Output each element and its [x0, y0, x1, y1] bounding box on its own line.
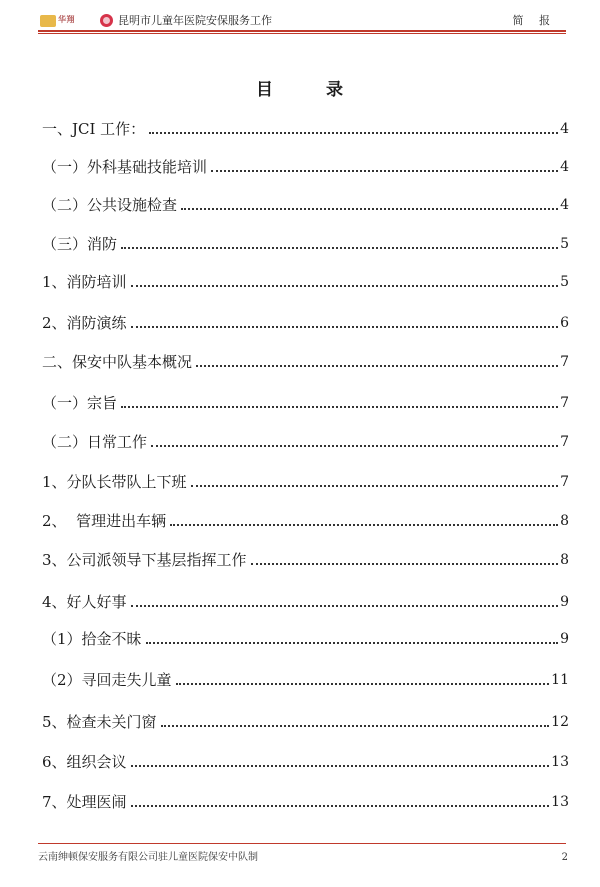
toc-entry-label: （一）外科基础技能培训: [42, 158, 208, 176]
page-header: [38, 14, 566, 30]
toc-leader-dots: [121, 247, 558, 249]
toc-entry-page: 6: [560, 315, 569, 331]
toc-title-left: 目: [256, 80, 274, 100]
toc-leader-dots: [170, 524, 558, 526]
toc-entry-page: 13: [551, 794, 569, 810]
footer-org: 云南绅顿保安服务有限公司驻儿童医院保安中队制: [38, 852, 258, 863]
toc-entry[interactable]: [42, 193, 569, 215]
toc-entry[interactable]: [42, 270, 569, 292]
toc-entry[interactable]: [42, 790, 569, 812]
toc-entry[interactable]: [42, 548, 569, 570]
toc-leader-dots: [161, 725, 550, 727]
toc-entry-page: 4: [560, 159, 569, 175]
toc-entry[interactable]: [42, 232, 569, 254]
toc-leader-dots: [191, 485, 559, 487]
toc-entry[interactable]: [42, 350, 569, 372]
toc-entry-page: 8: [560, 552, 569, 568]
toc-entry-page: 5: [560, 236, 569, 252]
toc-entry-label: 2、 管理进出车辆: [42, 512, 167, 530]
toc-entry-page: 4: [560, 121, 569, 137]
logo-mark-icon: [40, 15, 56, 27]
toc-entry-label: 6、组织会议: [42, 753, 127, 771]
toc-entry-page: 7: [560, 474, 569, 490]
toc-entry-label: 2、消防演练: [42, 314, 127, 332]
toc-entry[interactable]: [42, 750, 569, 772]
toc-entry-label: （2）寻回走失儿童: [42, 671, 172, 689]
toc-entry[interactable]: [42, 470, 569, 492]
toc-entry-label: （二）日常工作: [42, 433, 148, 451]
toc-entry-page: 4: [560, 197, 569, 213]
toc-leader-dots: [131, 765, 550, 767]
toc-leader-dots: [131, 326, 559, 328]
toc-entry-page: 5: [560, 274, 569, 290]
toc-leader-dots: [211, 170, 558, 172]
footer-rule: [38, 843, 566, 844]
toc-entry-label: 7、处理医闹: [42, 793, 127, 811]
toc-entry[interactable]: [42, 311, 569, 333]
toc-entry[interactable]: [42, 627, 569, 649]
toc-entry[interactable]: [42, 710, 569, 732]
header-title: 昆明市儿童年医院安保服务工作: [118, 14, 272, 27]
toc-entry-page: 8: [560, 513, 569, 529]
toc-leader-dots: [251, 563, 559, 565]
toc-entry-label: 3、公司派领导下基层指挥工作: [42, 551, 247, 569]
toc-title: [0, 79, 600, 101]
header-label: 简 报: [512, 14, 556, 27]
footer-page-number: 2: [561, 852, 568, 863]
toc-entry-page: 7: [560, 395, 569, 411]
toc-entry[interactable]: [42, 155, 569, 177]
logo-text: 华翔: [58, 15, 75, 24]
toc-entry[interactable]: [42, 668, 569, 690]
toc-entry-label: （1）拾金不昧: [42, 630, 142, 648]
toc-entry-label: （三）消防: [42, 235, 118, 253]
toc-entry-page: 11: [551, 672, 569, 688]
toc-entry[interactable]: [42, 391, 569, 413]
toc-leader-dots: [131, 605, 559, 607]
toc-leader-dots: [176, 683, 550, 685]
toc-entry-page: 7: [560, 354, 569, 370]
toc-entry-page: 9: [560, 594, 569, 610]
toc-entry[interactable]: [42, 430, 569, 452]
header-rule: [38, 30, 566, 32]
toc-entry-label: （一）宗旨: [42, 394, 118, 412]
toc-entry-label: 1、分队长带队上下班: [42, 473, 187, 491]
toc-entry-label: 1、消防培训: [42, 273, 127, 291]
toc-leader-dots: [151, 445, 558, 447]
toc-entry-label: （二）公共设施检查: [42, 196, 178, 214]
toc-entry-page: 13: [551, 754, 569, 770]
toc-entry-label: 一、JCI 工作：: [42, 120, 146, 138]
toc-leader-dots: [146, 642, 559, 644]
toc-entry[interactable]: [42, 509, 569, 531]
toc-leader-dots: [149, 132, 558, 134]
toc-entry-page: 7: [560, 434, 569, 450]
toc-entry-page: 9: [560, 631, 569, 647]
toc-entry-label: 二、保安中队基本概况: [42, 353, 193, 371]
toc-title-right: 录: [326, 80, 344, 100]
toc-entry[interactable]: [42, 590, 569, 612]
toc-entry[interactable]: [42, 117, 569, 139]
toc-entry-label: 4、好人好事: [42, 593, 127, 611]
toc-leader-dots: [131, 805, 550, 807]
toc-leader-dots: [121, 406, 558, 408]
hospital-emblem-icon: [100, 14, 113, 27]
header-rule-thin: [38, 33, 566, 34]
toc-entry-page: 12: [551, 714, 569, 730]
toc-leader-dots: [131, 285, 559, 287]
toc-leader-dots: [196, 365, 558, 367]
toc-entry-label: 5、检查未关门窗: [42, 713, 157, 731]
toc-leader-dots: [181, 208, 558, 210]
